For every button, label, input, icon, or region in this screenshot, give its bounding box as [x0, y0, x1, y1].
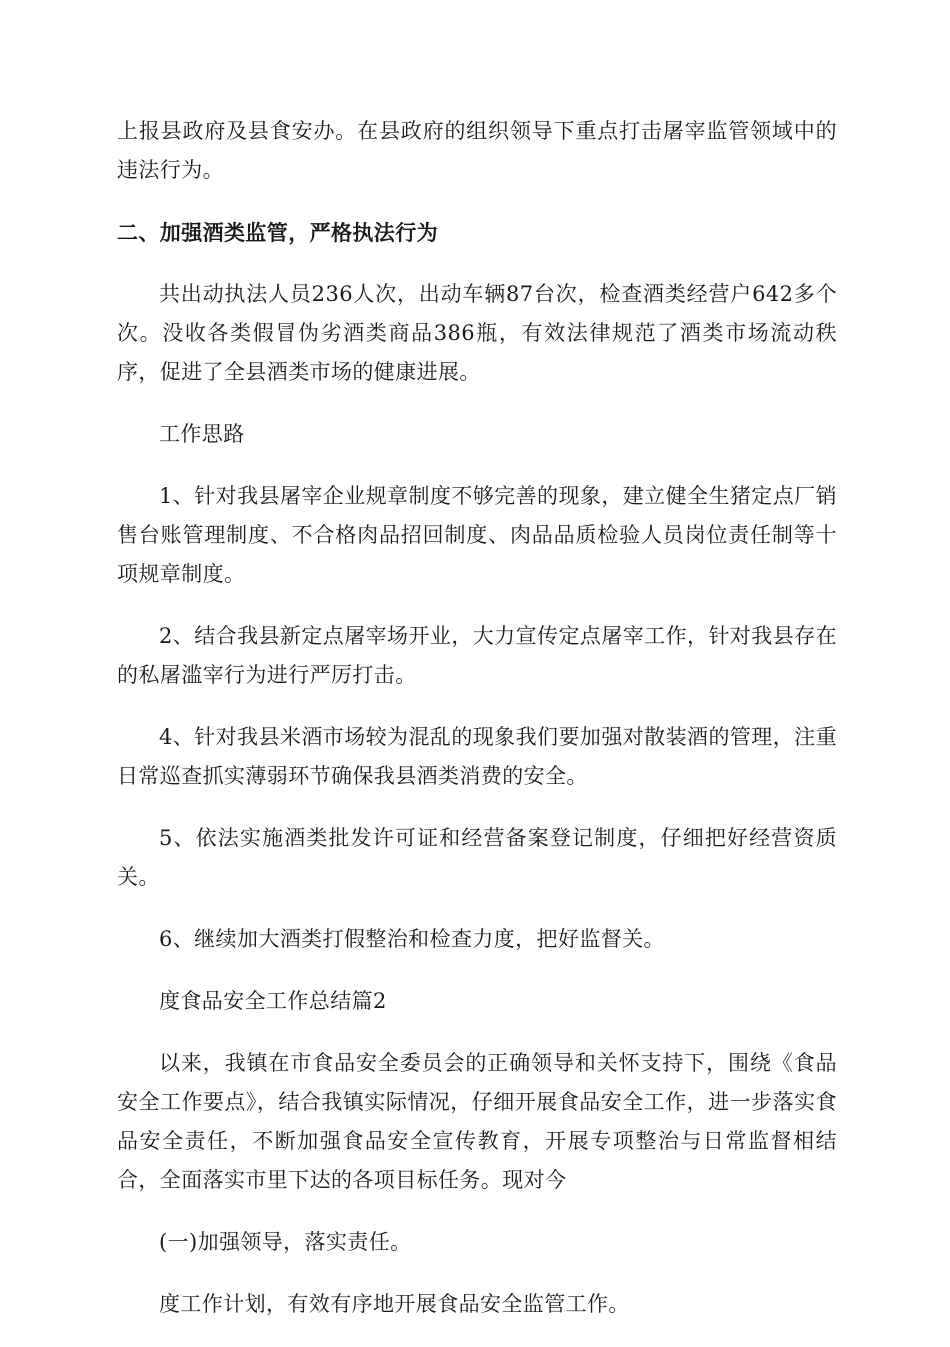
section-heading-liquor-supervision: 二、加强酒类监管，严格执法行为: [117, 220, 438, 245]
document-body: [117, 112, 837, 1347]
subheading-leadership: (一)加强领导，落实责任。: [159, 1230, 412, 1254]
subheading-work-ideas: 工作思路: [159, 422, 245, 446]
list-item-1: 1、针对我县屠宰企业规章制度不够完善的现象，建立健全生猪定点厂销售台账管理制度、不合格肉品招回制度、肉品品质检验人员岗位责任制等十项规章制度。: [117, 484, 837, 586]
paragraph-enforcement-stats: 共出动执法人员236人次，出动车辆87台次，检查酒类经营户642多个次。没收各类假冒伪劣酒类商品386瓶，有效法律规范了酒类市场流动秩序，促进了全县酒类市场的健康进展。: [117, 282, 837, 384]
list-item-2: 2、结合我县新定点屠宰场开业，大力宣传定点屠宰工作，针对我县存在的私屠滥宰行为进行严厉打击。: [117, 624, 837, 687]
list-item-6: 6、继续加大酒类打假整治和检查力度，把好监督关。: [159, 927, 665, 951]
article-title-part-2: 度食品安全工作总结篇2: [159, 989, 387, 1013]
list-item-4: 4、针对我县米酒市场较为混乱的现象我们要加强对散装酒的管理，注重日常巡查抓实薄弱环节确保我县酒类消费的安全。: [117, 725, 837, 788]
list-item-5: 5、依法实施酒类批发许可证和经营备案登记制度，仔细把好经营资质关。: [117, 826, 837, 889]
paragraph-summary: 以来，我镇在市食品安全委员会的正确领导和关怀支持下，围绕《食品安全工作要点》，结合我镇实际情况，仔细开展食品安全工作，进一步落实食品安全责任，不断加强食品安全宣传教育，开展专项整治与日常监督相结合，全面落实市里下达的各项目标任务。现对今: [117, 1051, 837, 1192]
paragraph-intro: 上报县政府及县食安办。在县政府的组织领导下重点打击屠宰监管领域中的违法行为。: [117, 119, 837, 182]
paragraph-work-plan: 度工作计划，有效有序地开展食品安全监管工作。: [159, 1292, 630, 1316]
